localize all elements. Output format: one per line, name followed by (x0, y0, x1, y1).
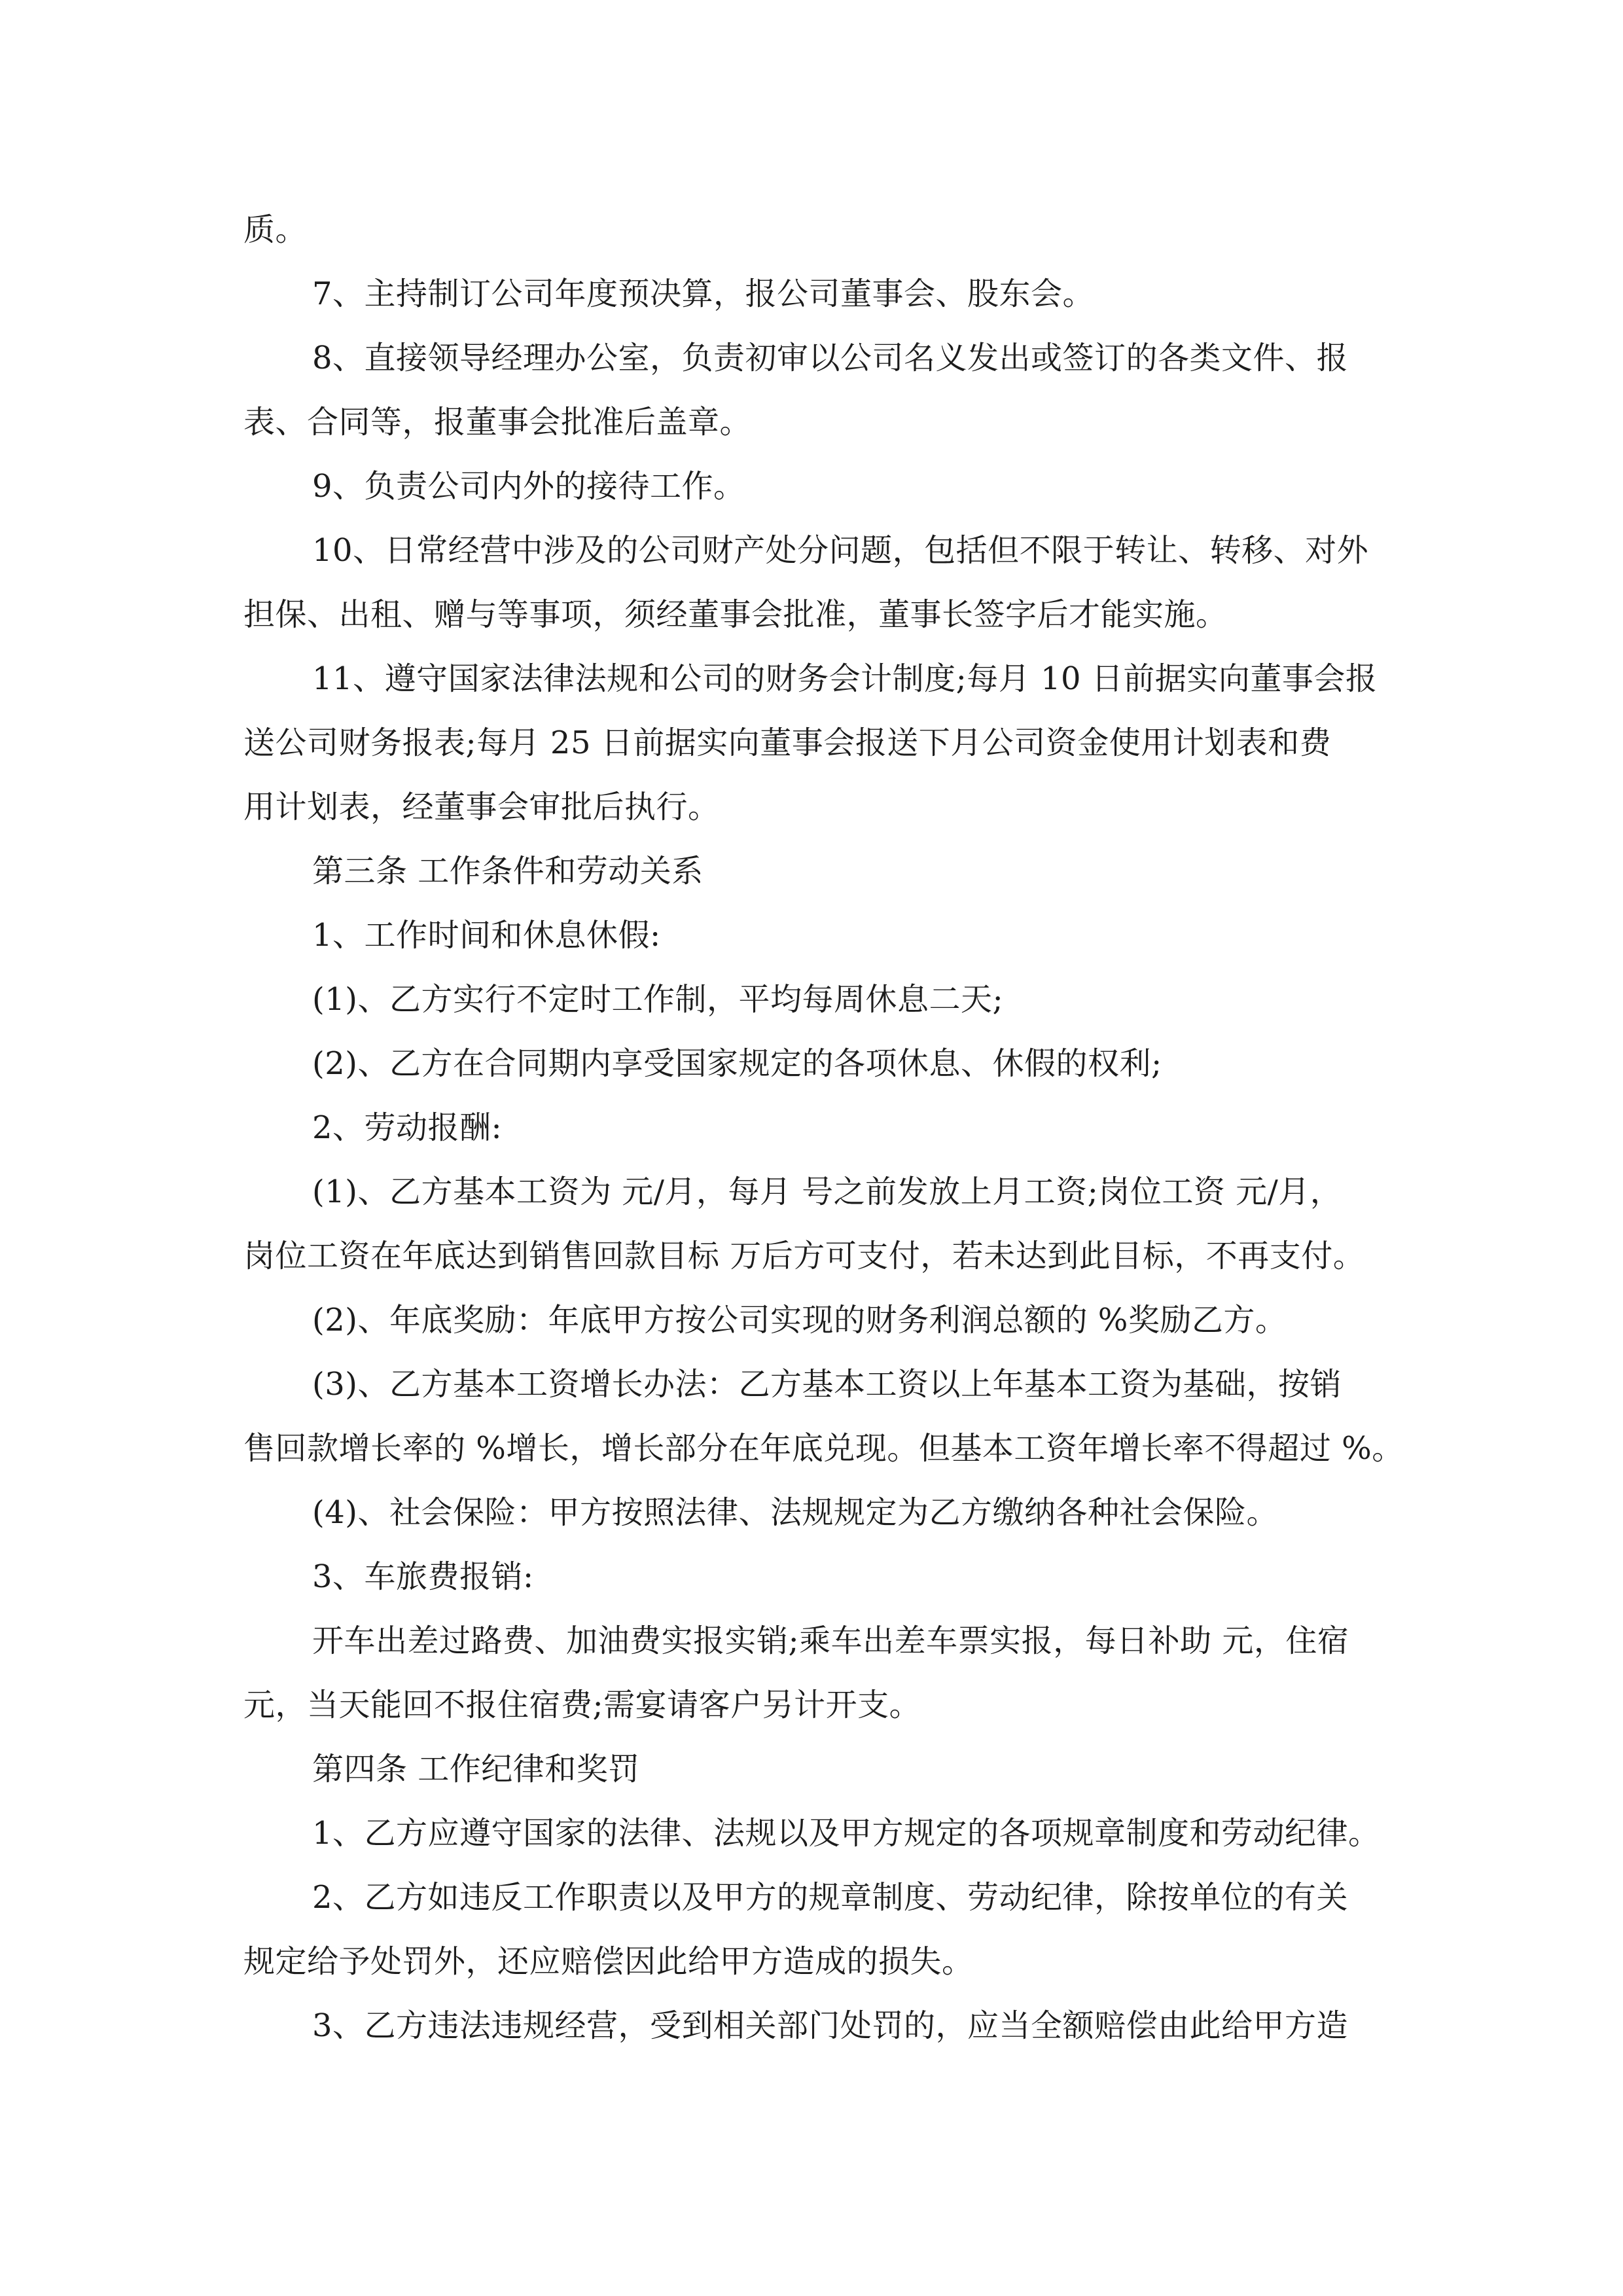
paragraph-line: 10、日常经营中涉及的公司财产处分问题，包括但不限于转让、转移、对外 (312, 532, 1369, 569)
paragraph-line: (4)、社会保险：甲方按照法律、法规规定为乙方缴纳各种社会保险。 (312, 1494, 1278, 1531)
paragraph-line: 11、遵守国家法律法规和公司的财务会计制度;每月 10 日前据实向董事会报 (312, 660, 1378, 697)
paragraph-line: 售回款增长率的 %增长，增长部分在年底兑现。但基本工资年增长率不得超过 %。 (243, 1430, 1404, 1467)
paragraph-line: (2)、年底奖励：年底甲方按公司实现的财务利润总额的 %奖励乙方。 (312, 1302, 1287, 1338)
paragraph-line: 8、直接领导经理办公室，负责初审以公司名义发出或签订的各类文件、报 (312, 340, 1349, 376)
paragraph-line: 元，当天能回不报住宿费;需宴请客户另计开支。 (243, 1687, 921, 1723)
paragraph-line: 表、合同等，报董事会批准后盖章。 (243, 404, 752, 440)
paragraph-line: 送公司财务报表;每月 25 日前据实向董事会报送下月公司资金使用计划表和费 (243, 725, 1332, 761)
paragraph-line: (1)、乙方实行不定时工作制，平均每周休息二天; (312, 981, 1004, 1018)
paragraph-line: 用计划表，经董事会审批后执行。 (243, 789, 720, 825)
section-heading: 第四条 工作纪律和奖罚 (312, 1751, 640, 1787)
paragraph-line: 3、乙方违法违规经营，受到相关部门处罚的，应当全额赔偿由此给甲方造 (312, 2007, 1349, 2044)
section-heading: 第三条 工作条件和劳动关系 (312, 853, 704, 889)
paragraph-line: (2)、乙方在合同期内享受国家规定的各项休息、休假的权利; (312, 1045, 1162, 1082)
paragraph-line: 质。 (243, 211, 308, 248)
paragraph-line: 9、负责公司内外的接待工作。 (312, 468, 745, 505)
paragraph-line: 担保、出租、赠与等事项，须经董事会批准，董事长签字后才能实施。 (243, 596, 1228, 633)
paragraph-line: 2、劳动报酬: (312, 1109, 503, 1146)
paragraph-line: (1)、乙方基本工资为 元/月，每月 号之前发放上月工资;岗位工资 元/月， (312, 1174, 1342, 1210)
paragraph-line: 规定给予处罚外，还应赔偿因此给甲方造成的损失。 (243, 1943, 974, 1980)
paragraph-line: 岗位工资在年底达到销售回款目标 万后方可支付，若未达到此目标，不再支付。 (243, 1238, 1365, 1274)
paragraph-line: 1、乙方应遵守国家的法律、法规以及甲方规定的各项规章制度和劳动纪律。 (312, 1815, 1380, 1852)
paragraph-line: 开车出差过路费、加油费实报实销;乘车出差车票实报，每日补助 元，住宿 (312, 1623, 1349, 1659)
paragraph-line: (3)、乙方基本工资增长办法：乙方基本工资以上年基本工资为基础，按销 (312, 1366, 1342, 1403)
document-body (243, 198, 1404, 2058)
paragraph-line: 1、工作时间和休息休假: (312, 917, 661, 954)
paragraph-line: 7、主持制订公司年度预决算，报公司董事会、股东会。 (312, 276, 1095, 312)
paragraph-line: 2、乙方如违反工作职责以及甲方的规章制度、劳动纪律，除按单位的有关 (312, 1879, 1349, 1916)
paragraph-line: 3、车旅费报销: (312, 1558, 534, 1595)
